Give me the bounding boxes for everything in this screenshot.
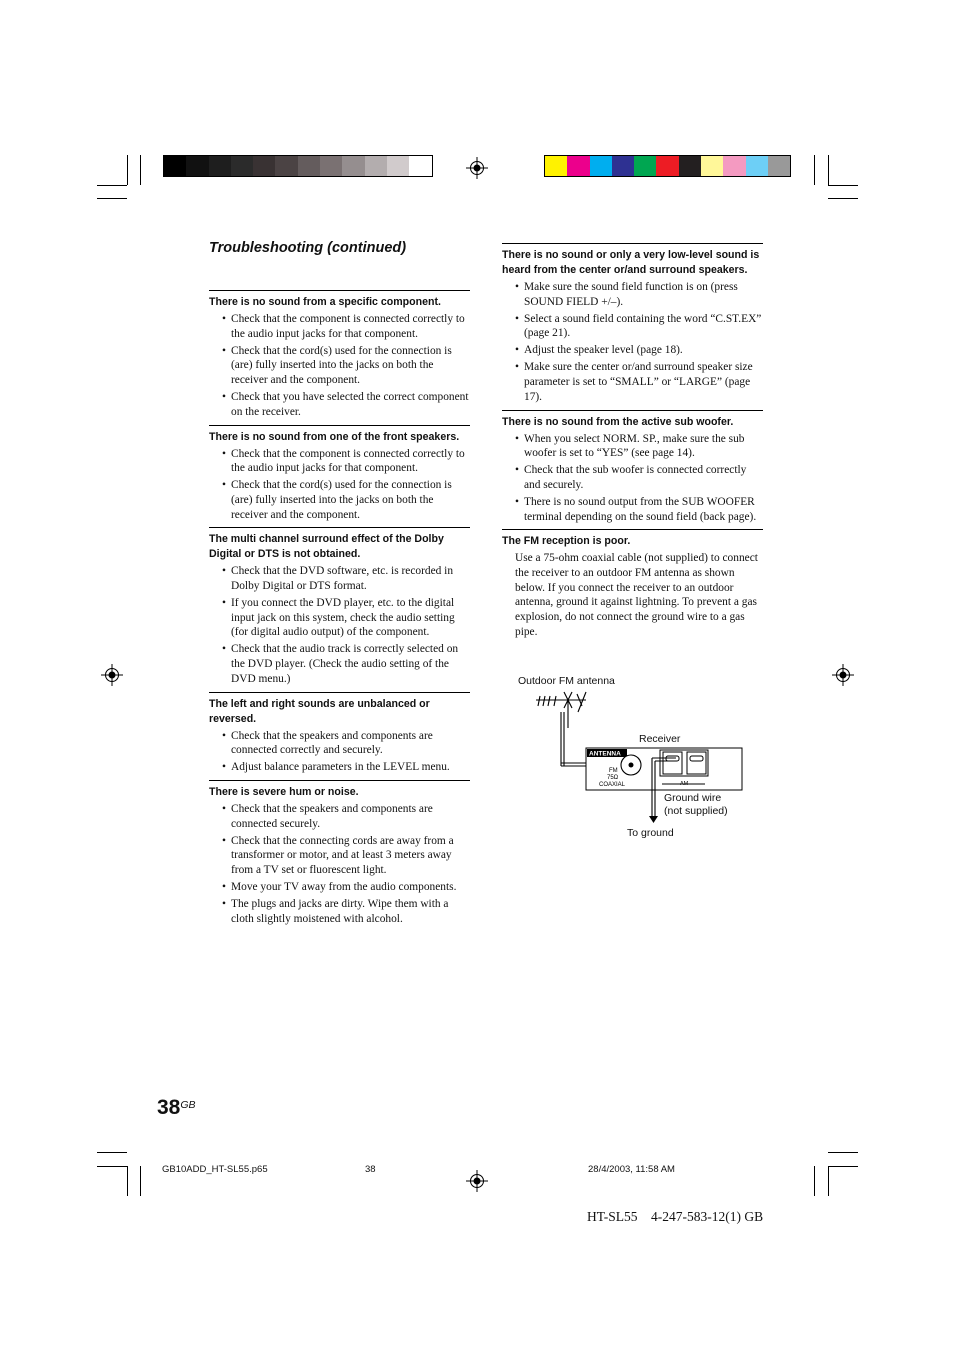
bullet-list (209, 564, 470, 686)
color-swatch (275, 156, 297, 176)
section-heading: There is no sound from a specific component. (209, 296, 441, 308)
color-swatch (231, 156, 253, 176)
color-swatch (298, 156, 320, 176)
fm-label: FM (609, 768, 618, 774)
bullet-list (209, 447, 470, 523)
color-swatch (723, 156, 745, 176)
color-swatch (768, 156, 790, 176)
right-sections (502, 243, 763, 524)
list-item: • Check that the component is connected correctly to the audio input jacks for that component. (209, 312, 470, 341)
section-heading: The multi channel surround effect of the Dolby Digital or DTS is not obtained. (209, 533, 444, 561)
color-swatch (634, 156, 656, 176)
color-swatch (567, 156, 589, 176)
registration-mark-icon (466, 1170, 488, 1192)
color-calibration-bar (544, 155, 791, 177)
registration-mark-icon (101, 664, 123, 686)
color-swatch (679, 156, 701, 176)
list-item: • Check that the cord(s) used for the connection is (are) fully inserted into the jacks on both the receiver and the component. (209, 344, 470, 388)
troubleshooting-section (502, 410, 763, 525)
troubleshooting-section (209, 692, 470, 775)
color-swatch (590, 156, 612, 176)
list-item: • Check that the speakers and components are connected correctly and securely. (209, 729, 470, 758)
antenna-connection-svg (530, 688, 750, 828)
color-swatch (656, 156, 678, 176)
am-label: AM (680, 781, 689, 787)
list-item: • Check that the connecting cords are away from a transformer or motor, and at least 3 meters away from a TV set or fluorescent light. (209, 834, 470, 878)
troubleshooting-section (209, 780, 470, 927)
grayscale-calibration-bar (163, 155, 433, 177)
left-column (209, 290, 470, 931)
list-item: • Adjust balance parameters in the LEVEL menu. (209, 760, 470, 775)
color-swatch (186, 156, 208, 176)
list-item: • Move your TV away from the audio components. (209, 880, 470, 895)
receiver-label: Receiver (639, 733, 681, 745)
bullet-list (502, 432, 763, 525)
color-swatch (320, 156, 342, 176)
color-swatch (342, 156, 364, 176)
list-item: • If you connect the DVD player, etc. to the digital input jack on this system, check the audio setting (for digital audio output) of the component. (209, 596, 470, 640)
color-swatch (387, 156, 409, 176)
list-item: • Make sure the sound field function is on (press SOUND FIELD +/–). (502, 280, 763, 309)
right-column (502, 243, 763, 645)
antenna-label: Outdoor FM antenna (518, 675, 615, 687)
bullet-list (209, 312, 470, 420)
list-item: • Check that you have selected the correct component on the receiver. (209, 390, 470, 419)
section-fm-reception (502, 529, 763, 639)
color-swatch (612, 156, 634, 176)
bullet-list (209, 802, 470, 927)
page-title: Troubleshooting (continued) (209, 240, 407, 256)
ground-arrow-icon (649, 816, 658, 823)
antenna-panel-label: ANTENNA (589, 750, 621, 758)
footer-timestamp: 28/4/2003, 11:58 AM (588, 1164, 675, 1175)
page-number-value: 38 (157, 1096, 181, 1119)
troubleshooting-section (209, 425, 470, 523)
section-heading: There is no sound from one of the front speakers. (209, 430, 460, 443)
list-item: • There is no sound output from the SUB WOOFER terminal depending on the sound field (back page). (502, 495, 763, 524)
footer-filename: GB10ADD_HT-SL55.p65 (162, 1164, 268, 1175)
list-item: • Check that the cord(s) used for the connection is (are) fully inserted into the jacks on both the receiver and the component. (209, 478, 470, 522)
color-swatch (409, 156, 431, 176)
list-item: • Make sure the center or/and surround speaker size parameter is set to “SMALL” or “LARGE” (page 17). (502, 360, 763, 404)
bullet-list (502, 280, 763, 405)
list-item: • Adjust the speaker level (page 18). (502, 343, 763, 358)
color-swatch (701, 156, 723, 176)
ground-wire-note: (not supplied) (664, 805, 728, 817)
section-heading: The left and right sounds are unbalanced or reversed. (209, 697, 430, 725)
footer-page: 38 (365, 1164, 376, 1175)
bullet-list (209, 729, 470, 775)
list-item: • Check that the audio track is correctly selected on the DVD player. (Check the audio setting of the DVD menu.) (209, 642, 470, 686)
list-item: • When you select NORM. SP., make sure the sub woofer is set to “YES” (see page 14). (502, 432, 763, 461)
troubleshooting-section (209, 527, 470, 686)
color-swatch (253, 156, 275, 176)
to-ground-label: To ground (627, 827, 674, 839)
color-swatch (209, 156, 231, 176)
page-number (157, 1096, 196, 1120)
color-swatch (164, 156, 186, 176)
color-swatch (746, 156, 768, 176)
list-item: • Check that the component is connected correctly to the audio input jacks for that component. (209, 447, 470, 476)
list-item: • Check that the DVD software, etc. is recorded in Dolby Digital or DTS format. (209, 564, 470, 593)
registration-mark-icon (466, 157, 488, 179)
section-heading: There is no sound from the active sub woofer. (502, 415, 734, 428)
model-code: HT-SL55 4-247-583-12(1) GB (587, 1209, 764, 1224)
section-heading: The FM reception is poor. (502, 535, 631, 548)
page-number-suffix: GB (180, 1099, 196, 1111)
coaxial-label: COAXIAL (599, 782, 626, 788)
color-swatch (365, 156, 387, 176)
troubleshooting-section (502, 243, 763, 405)
ohm-label: 75Ω (607, 775, 619, 781)
list-item: • Select a sound field containing the word “C.ST.EX” (page 21). (502, 312, 763, 341)
registration-mark-icon (832, 664, 854, 686)
list-item: • Check that the sub woofer is connected correctly and securely. (502, 463, 763, 492)
color-swatch (545, 156, 567, 176)
list-item: • The plugs and jacks are dirty. Wipe them with a cloth slightly moistened with alcohol. (209, 897, 470, 926)
section-heading: There is severe hum or noise. (209, 785, 359, 798)
troubleshooting-section (209, 290, 470, 420)
section-heading: There is no sound or only a very low-level sound is heard from the center or/and surround speakers. (502, 249, 760, 276)
ground-wire-label: Ground wire (664, 792, 722, 804)
section-paragraph: Use a 75-ohm coaxial cable (not supplied) to connect the receiver to an outdoor FM antenna as shown below. If you connect the receiver to an outdoor antenna, ground it against lightning. To prevent a gas explosion, do not connect the ground wire to a gas pipe. (515, 552, 758, 638)
list-item: • Check that the speakers and components are connected securely. (209, 802, 470, 831)
